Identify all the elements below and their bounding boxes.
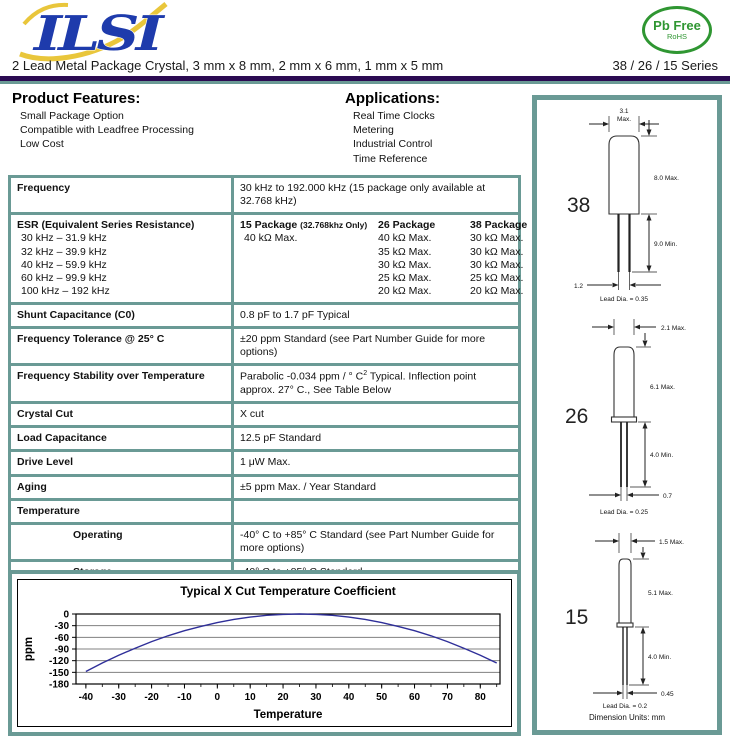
package-26-label: 26 xyxy=(565,405,589,428)
y-tick-label: -180 xyxy=(48,679,69,691)
spec-value xyxy=(231,366,518,401)
esr-38-value: 30 kΩ Max. xyxy=(470,245,524,258)
applications-section xyxy=(345,90,525,166)
x-tick-label: 30 xyxy=(310,692,322,703)
spec-row-frequency-stability xyxy=(11,363,518,401)
package-38-label: 38 xyxy=(567,194,591,217)
esr-range: 30 kHz – 31.9 kHz xyxy=(21,232,107,245)
spec-value: 0.8 pF to 1.7 pF Typical xyxy=(231,305,518,326)
spec-label: Frequency xyxy=(17,182,71,194)
spec-row-shunt-capacitance xyxy=(11,302,518,326)
dim-body-height: 6.1 Max. xyxy=(650,384,675,391)
stability-sup: 2 xyxy=(363,370,368,378)
esr-range: 40 kHz – 59.9 kHz xyxy=(21,258,107,271)
x-tick-label: -10 xyxy=(177,692,192,703)
spec-value: ±20 ppm Standard (see Part Number Guide for more options) xyxy=(231,329,518,363)
y-tick-label: -120 xyxy=(48,656,69,668)
dim-lead-length: 4.0 Min. xyxy=(650,452,674,459)
esr-range: 60 kHz – 99.9 kHz xyxy=(21,271,107,284)
spec-row-aging xyxy=(11,474,518,498)
package-38-drawing xyxy=(537,100,717,305)
esr-26-value: 25 kΩ Max. xyxy=(378,271,432,284)
spec-value: ±5 ppm Max. / Year Standard xyxy=(231,477,518,498)
spec-label: Aging xyxy=(17,480,47,493)
esr-26-value: 20 kΩ Max. xyxy=(378,284,432,297)
pb-free-label: Pb Free xyxy=(653,18,701,34)
dim-lead-spacing: 1.2 xyxy=(573,283,583,290)
y-tick-label: -30 xyxy=(54,621,69,633)
esr-26-header: 26 Package xyxy=(378,219,436,232)
divider-teal-bar xyxy=(0,81,730,84)
x-tick-label: 0 xyxy=(214,692,221,703)
spec-row-load-capacitance xyxy=(11,425,518,449)
header-divider xyxy=(0,76,730,84)
spec-row-operating xyxy=(11,522,518,559)
x-tick-label: 80 xyxy=(474,692,486,703)
spec-value xyxy=(231,501,518,522)
applications-heading: Applications: xyxy=(345,90,441,107)
temperature-coefficient-chart-panel xyxy=(8,570,521,736)
esr-15-value: 40 kΩ Max. xyxy=(244,232,298,245)
esr-col-38 xyxy=(470,219,536,298)
y-tick-label: -90 xyxy=(54,644,69,656)
spec-label: Frequency Tolerance @ 25° C xyxy=(17,333,165,346)
chart-title: Typical X Cut Temperature Coefficient xyxy=(180,584,396,598)
feature-item: Small Package Option xyxy=(20,110,124,122)
rohs-label: RoHS xyxy=(666,32,687,42)
dimension-units-note: Dimension Units: mm xyxy=(588,713,665,722)
package-15-drawing xyxy=(537,519,717,711)
esr-38-header: 38 Package xyxy=(470,219,528,232)
y-tick-label: -150 xyxy=(48,667,69,679)
x-tick-label: 70 xyxy=(441,692,453,703)
esr-26-value: 35 kΩ Max. xyxy=(378,245,432,258)
x-tick-label: 20 xyxy=(277,692,289,703)
package-drawings-panel xyxy=(532,95,722,735)
spec-row-frequency xyxy=(11,178,518,212)
spec-value: 30 kHz to 192.000 kHz (15 package only available at 32.768 kHz) xyxy=(231,178,518,212)
package-26-body xyxy=(614,347,634,417)
x-tick-label: -30 xyxy=(111,692,126,703)
spec-value: 12.5 pF Standard xyxy=(231,428,518,449)
spec-value: 1 μW Max. xyxy=(231,452,518,473)
spec-value: -40° C to +85° C Standard (see Part Number Guide for more options) xyxy=(231,525,518,559)
spec-row-drive-level xyxy=(11,449,518,473)
package-38-body xyxy=(609,136,639,214)
spec-row-temperature xyxy=(11,498,518,522)
product-features-heading: Product Features: xyxy=(12,90,141,107)
esr-15-header: 15 Package xyxy=(240,219,298,232)
spec-label: Frequency Stability over Temperature xyxy=(17,370,205,383)
lead-diameter-note: Lead Dia. = 0.25 xyxy=(600,509,648,516)
application-item: Metering xyxy=(353,124,394,137)
chart-frame xyxy=(17,579,512,727)
esr-range: 32 kHz – 39.9 kHz xyxy=(21,245,107,258)
esr-38-value: 30 kΩ Max. xyxy=(470,258,524,271)
lead-diameter-note: Lead Dia. = 0.2 xyxy=(602,703,648,710)
logo-text: ILSI xyxy=(31,6,166,62)
x-tick-label: 10 xyxy=(244,692,256,703)
dim-body-height: 8.0 Max. xyxy=(654,175,679,182)
stability-post: Typical. Inflection point approx. 27° C., See Table Below xyxy=(240,370,477,396)
spec-value xyxy=(231,215,542,302)
page-title: 2 Lead Metal Package Crystal, 3 mm x 8 mm, 2 mm x 6 mm, 1 mm x 5 mm xyxy=(12,58,444,73)
spec-label xyxy=(11,215,231,302)
package-26-drawing xyxy=(537,305,717,519)
spec-label: Temperature xyxy=(17,504,80,517)
esr-range: 100 kHz – 192 kHz xyxy=(21,284,110,297)
y-tick-label: 0 xyxy=(63,609,69,621)
package-15-label: 15 xyxy=(565,606,589,629)
dim-lead-length: 9.0 Min. xyxy=(654,241,678,248)
application-item: Industrial Control xyxy=(353,138,433,151)
dim-width-max: Max. xyxy=(616,116,632,123)
dim-width: 3.1 xyxy=(619,108,629,115)
pb-free-badge xyxy=(642,6,712,54)
dim-lead-spacing: 0.7 xyxy=(663,493,673,500)
spec-row-frequency-tolerance xyxy=(11,326,518,363)
application-item: Real Time Clocks xyxy=(353,110,435,122)
x-tick-label: 50 xyxy=(376,692,388,703)
lead-diameter-note: Lead Dia. = 0.35 xyxy=(600,296,648,303)
esr-38-value: 25 kΩ Max. xyxy=(470,271,524,284)
dim-body-height: 5.1 Max. xyxy=(648,590,673,597)
esr-col-15 xyxy=(240,219,378,298)
series-label: 38 / 26 / 15 Series xyxy=(612,58,718,73)
dim-lead-spacing: 0.45 xyxy=(661,691,674,698)
esr-col-26 xyxy=(378,219,456,298)
y-tick-label: -60 xyxy=(54,632,69,644)
x-tick-label: -20 xyxy=(144,692,159,703)
y-axis-label: ppm xyxy=(23,636,35,662)
spec-label: Crystal Cut xyxy=(17,408,74,421)
esr-38-value: 20 kΩ Max. xyxy=(470,284,524,297)
stability-pre: Parabolic -0.034 ppm / ° C xyxy=(240,370,364,383)
spec-table xyxy=(8,175,528,586)
x-tick-label: 40 xyxy=(343,692,355,703)
application-item: Time Reference xyxy=(353,152,428,165)
esr-15-note: (32.768khz Only) xyxy=(300,220,368,231)
esr-38-value: 30 kΩ Max. xyxy=(470,232,524,245)
ilsi-logo xyxy=(16,2,174,62)
spec-label: Operating xyxy=(73,528,123,541)
spec-value: X cut xyxy=(231,404,518,425)
spec-row-crystal-cut xyxy=(11,401,518,425)
esr-26-value: 40 kΩ Max. xyxy=(378,232,432,245)
spec-row-esr xyxy=(11,212,528,302)
esr-title: ESR (Equivalent Series Resistance) xyxy=(17,219,195,232)
x-axis-label: Temperature xyxy=(253,709,323,721)
esr-26-value: 30 kΩ Max. xyxy=(378,258,432,271)
dim-lead-length: 4.0 Min. xyxy=(648,654,672,661)
x-tick-label: 60 xyxy=(408,692,421,703)
spec-label: Drive Level xyxy=(17,456,74,469)
temperature-coefficient-curve xyxy=(86,614,497,672)
x-tick-label: -40 xyxy=(78,692,94,703)
package-15-flange xyxy=(617,623,633,627)
product-features-section xyxy=(12,90,332,152)
dim-width: 1.5 Max. xyxy=(659,539,684,546)
dim-width: 2.1 Max. xyxy=(661,325,686,332)
title-row xyxy=(12,58,718,73)
feature-item: Compatible with Leadfree Processing xyxy=(20,124,194,137)
temperature-coefficient-chart xyxy=(18,580,510,725)
package-26-flange xyxy=(612,417,637,422)
package-15-body xyxy=(619,559,631,623)
spec-label: Shunt Capacitance (C0) xyxy=(17,309,135,321)
spec-label: Load Capacitance xyxy=(17,432,107,445)
feature-item: Low Cost xyxy=(20,138,64,151)
